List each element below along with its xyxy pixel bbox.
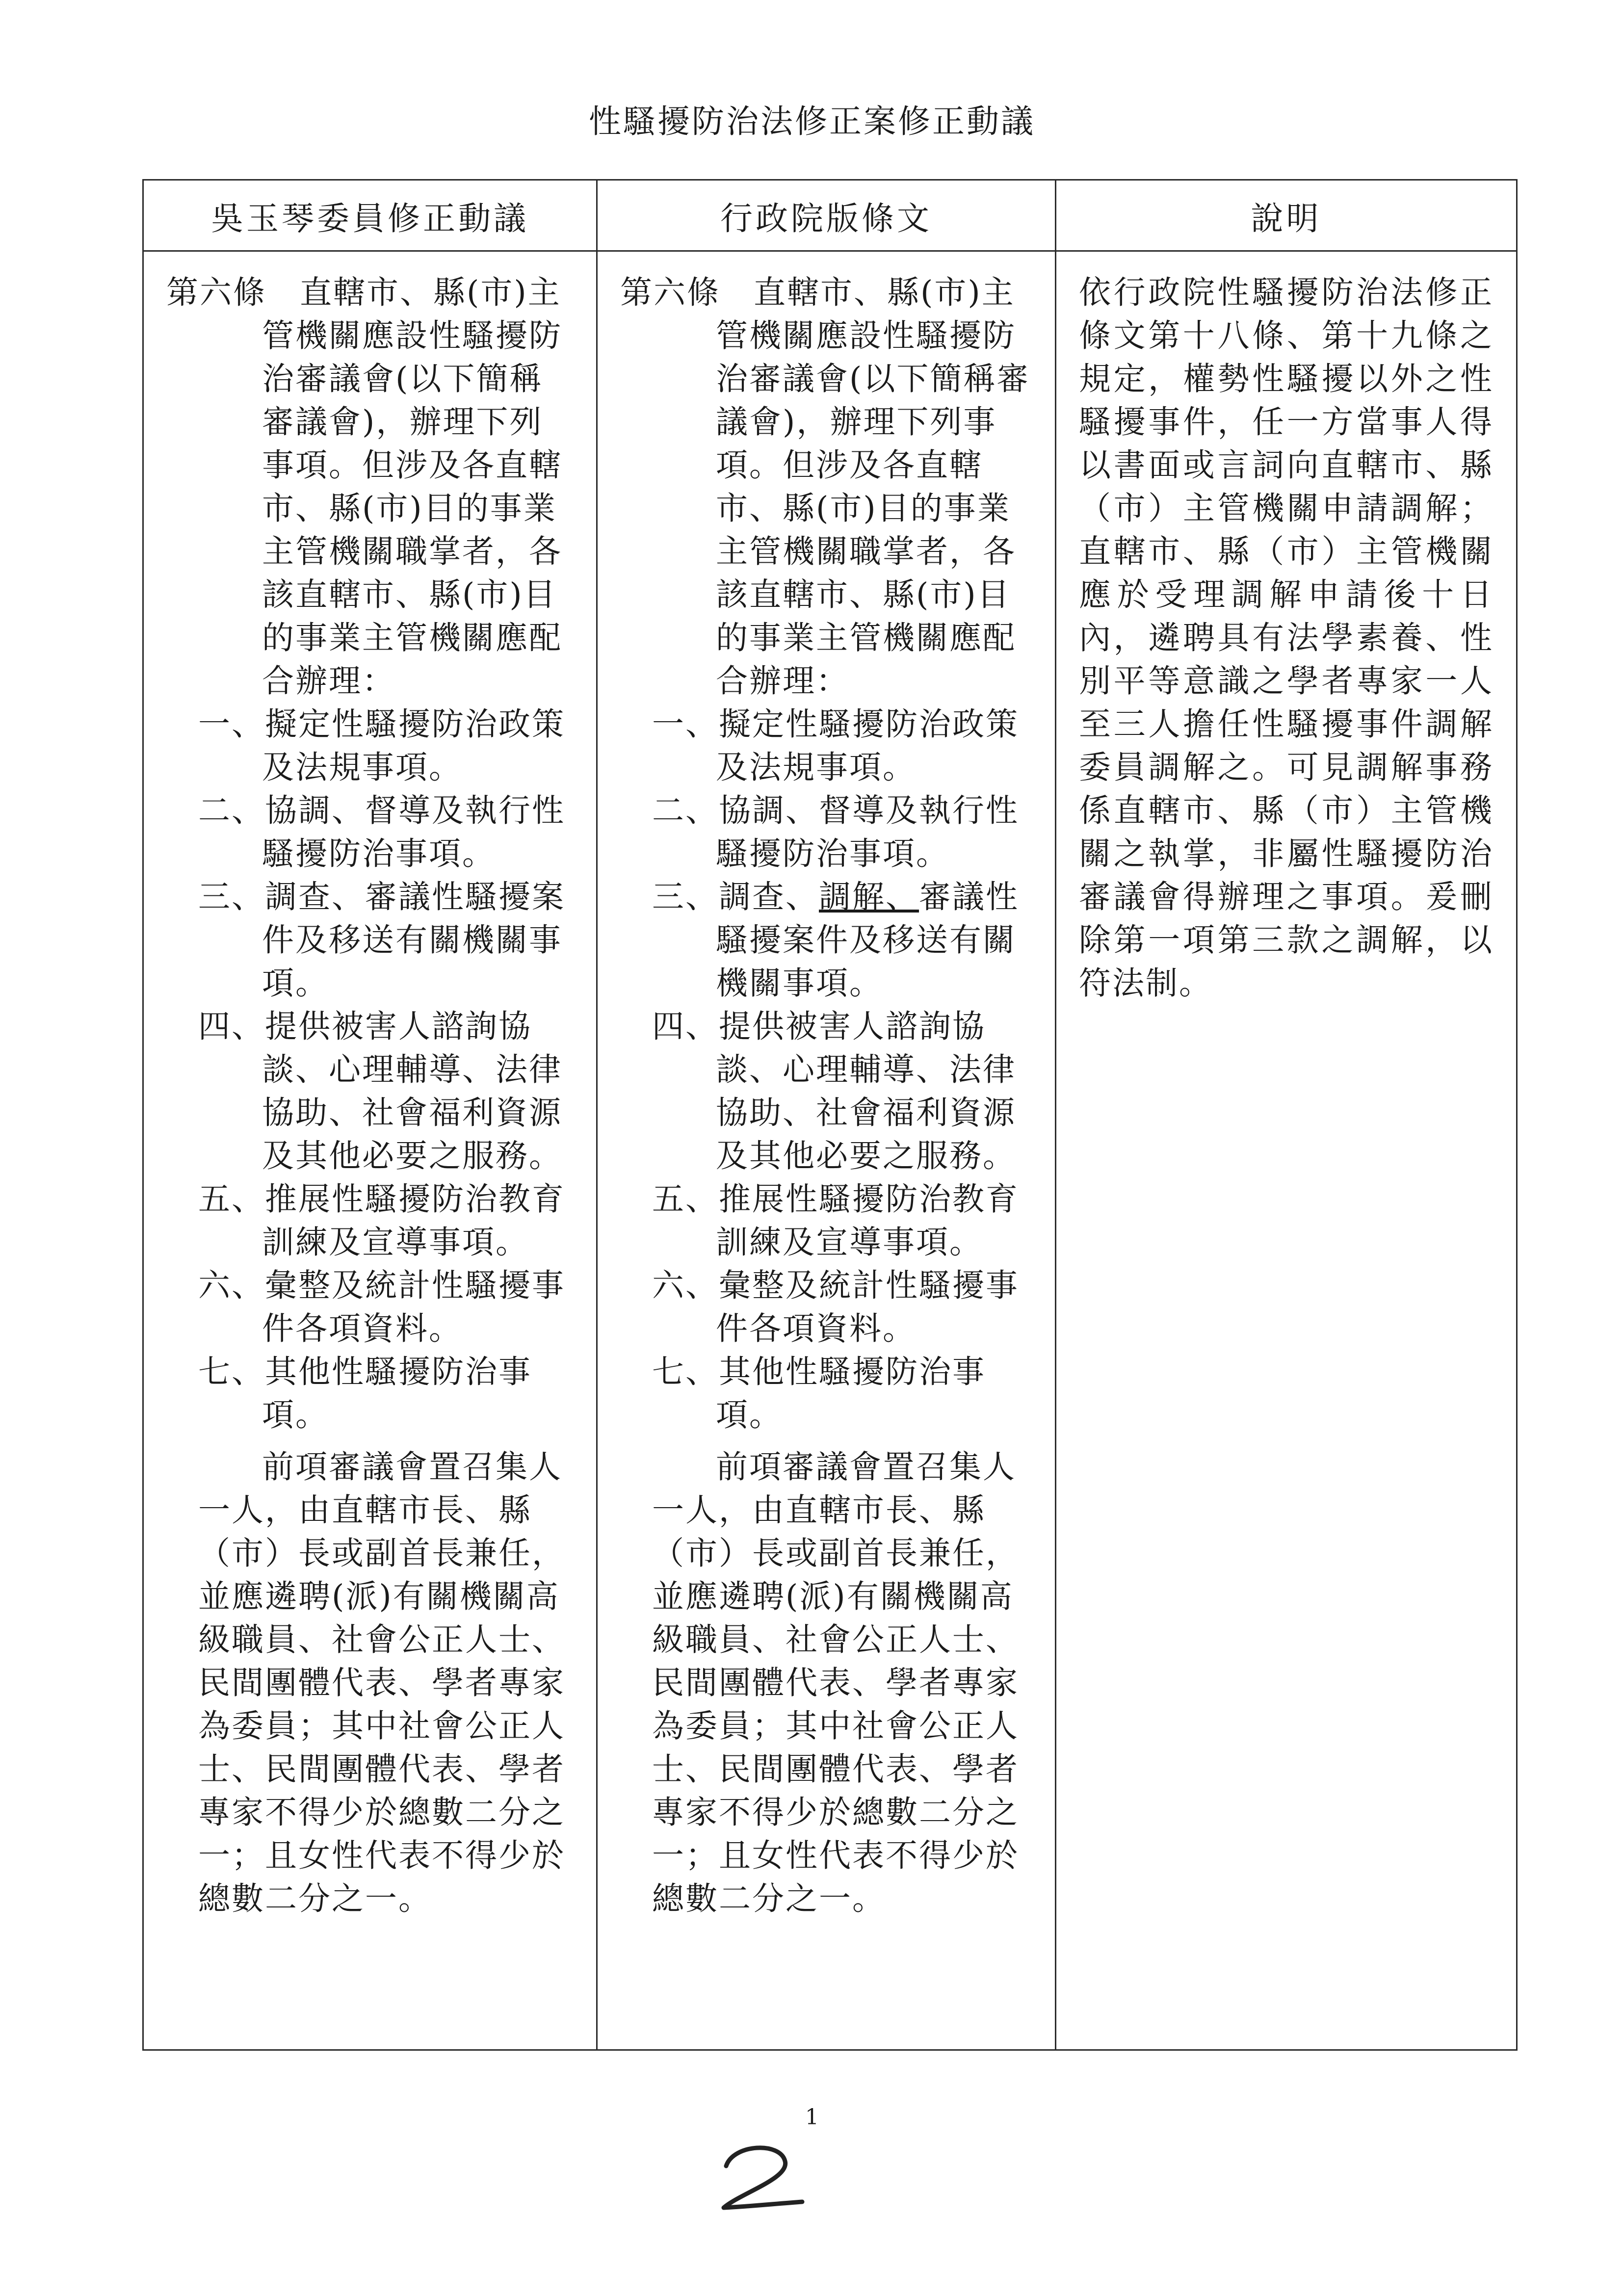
motion-item-6: 六、彙整及統計性騷擾事件各項資料。 bbox=[198, 1267, 566, 1347]
executive-item-6: 六、彙整及統計性騷擾事件各項資料。 bbox=[652, 1267, 1020, 1347]
motion-item-7: 七、其他性騷擾防治事項。 bbox=[198, 1354, 532, 1434]
header-explanation: 說明 bbox=[1056, 180, 1517, 251]
motion-item-3: 三、調查、審議性騷擾案件及移送有關機關事項。 bbox=[198, 879, 566, 1002]
executive-item-5: 五、推展性騷擾防治教育訓練及宣導事項。 bbox=[652, 1181, 1020, 1261]
executive-paragraph-2: 前項審議會置召集人一人，由直轄市長、縣（市）長或副首長兼任，並應遴聘(派)有關機關高級職員、社會公正人士、民間團體代表、學者專家為委員；其中社會公正人士、民間團體代表、學者專家不得少於總數二分之一；且女性代表不得少於總數二分之一。 bbox=[652, 1449, 1020, 1917]
page-title: 性騷擾防治法修正案修正動議 bbox=[589, 103, 1035, 140]
header-executive: 行政院版條文 bbox=[597, 180, 1056, 251]
motion-item-5: 五、推展性騷擾防治教育訓練及宣導事項。 bbox=[198, 1181, 566, 1261]
executive-item-3-amended-text: 調解、 bbox=[819, 879, 919, 915]
executive-item-1: 一、擬定性騷擾防治政策及法規事項。 bbox=[652, 706, 1020, 786]
executive-item-3 bbox=[620, 876, 1032, 1005]
handwritten-page-number bbox=[711, 2139, 810, 2218]
table-header-row bbox=[143, 180, 1517, 251]
executive-item-7: 七、其他性騷擾防治事項。 bbox=[652, 1354, 986, 1434]
executive-item-4: 四、提供被害人諮詢協談、心理輔導、法律協助、社會福利資源及其他必要之服務。 bbox=[652, 1008, 1017, 1174]
motion-paragraph-2: 前項審議會置召集人一人，由直轄市長、縣（市）長或副首長兼任，並應遴聘(派)有關機關高級職員、社會公正人士、民間團體代表、學者專家為委員；其中社會公正人士、民間團體代表、學者專家不得少於總數二分之一；且女性代表不得少於總數二分之一。 bbox=[198, 1449, 566, 1917]
executive-item-3-prefix: 三、調查、 bbox=[652, 879, 819, 915]
executive-item-2: 二、協調、督導及執行性騷擾防治事項。 bbox=[652, 792, 1020, 872]
executive-cell bbox=[597, 251, 1056, 2050]
motion-item-4: 四、提供被害人諮詢協談、心理輔導、法律協助、社會福利資源及其他必要之服務。 bbox=[198, 1008, 563, 1174]
table-row bbox=[143, 251, 1517, 2050]
motion-item-2: 二、協調、督導及執行性騷擾防治事項。 bbox=[198, 792, 566, 872]
executive-article-head: 第六條 直轄市、縣(市)主管機關應設性騷擾防治審議會(以下簡稱審議會)，辦理下列事項。但涉及各直轄市、縣(市)目的事業主管機關職掌者，各該直轄市、縣(市)目的事業主管機關應配合辦理： bbox=[620, 274, 1030, 700]
executive-item-3-suffix: 審議性騷擾案件及移送有關機關事項。 bbox=[716, 879, 1020, 1002]
motion-item-1: 一、擬定性騷擾防治政策及法規事項。 bbox=[198, 706, 566, 786]
motion-cell bbox=[143, 251, 597, 2050]
page-number: 1 bbox=[805, 2105, 819, 2130]
explanation-text: 依行政院性騷擾防治法修正條文第十八條、第十九條之規定，權勢性騷擾以外之性騷擾事件，任一方當事人得以書面或言詞向直轄市、縣（市）主管機關申請調解；直轄市、縣（市）主管機關應於受理調解申請後十日內，遴聘具有法學素養、性別平等意識之學者專家一人至三人擔任性騷擾事件調解委員調解之。可見調解事務係直轄市、縣（市）主管機關之執掌，非屬性騷擾防治審議會得辦理之事項。爰刪除第一項第三款之調解，以符法制。 bbox=[1079, 274, 1493, 1002]
comparison-table bbox=[142, 179, 1518, 2051]
explanation-cell bbox=[1056, 251, 1517, 2050]
motion-article-head: 第六條 直轄市、縣(市)主管機關應設性騷擾防治審議會(以下簡稱審議會)，辦理下列事項。但涉及各直轄市、縣(市)目的事業主管機關職掌者，各該直轄市、縣(市)目的事業主管機關應配合辦理： bbox=[166, 274, 563, 700]
header-motion: 吳玉琴委員修正動議 bbox=[143, 180, 597, 251]
